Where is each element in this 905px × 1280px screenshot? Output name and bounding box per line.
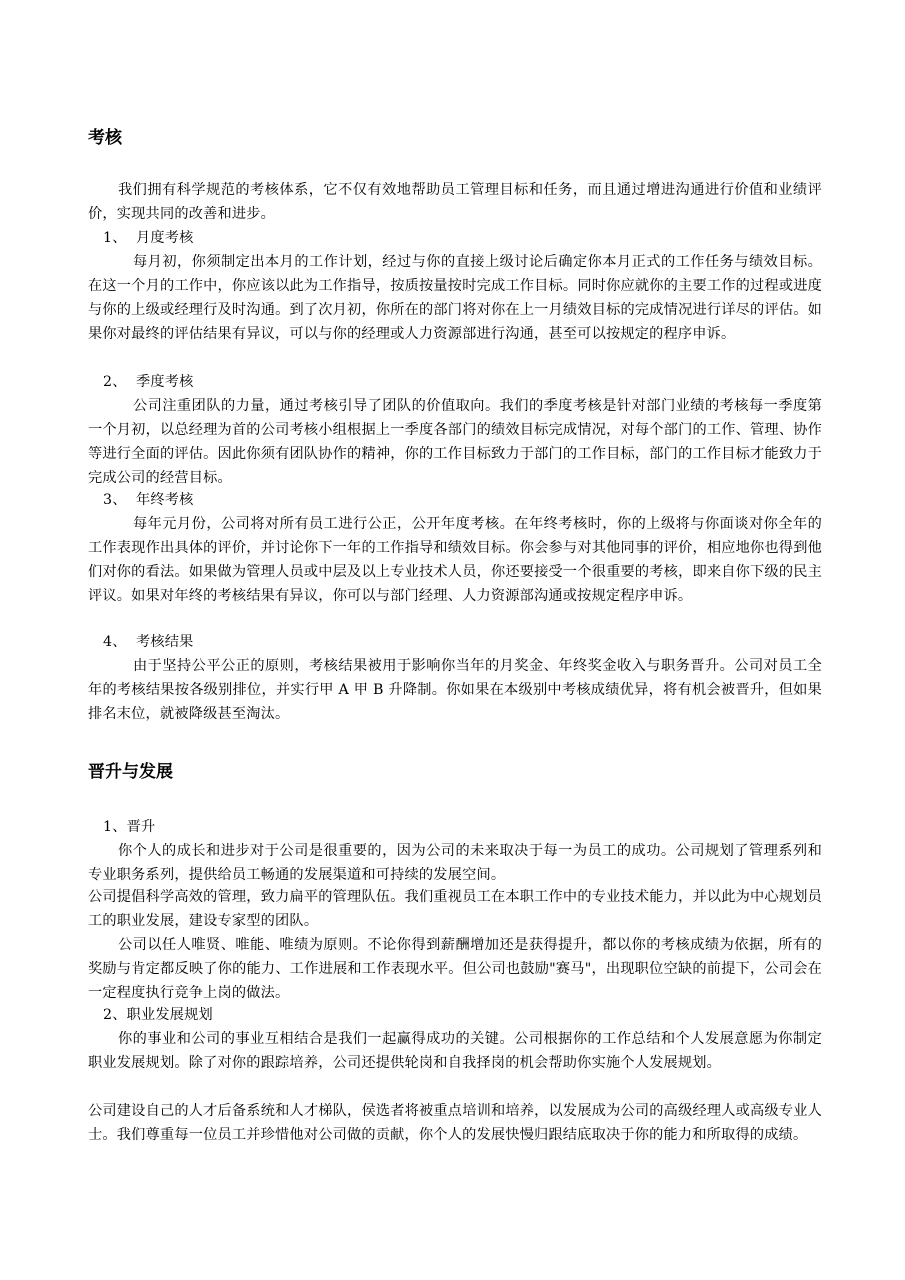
item-number: 2、 (103, 374, 127, 390)
assessment-item-annual-body: 每年元月份，公司将对所有员工进行公正，公开年度考核。在年终考核时，你的上级将与你面谈对你全年的工作表现作出具体的评价，并讨论你下一年的工作指导和绩效目标。你会参与对其他同事的评价，相应地你也得到他们对你的看法。如果做为管理人员或中层及以上专业技术人员，你还要接受一个很重要的考核，即来自你下级的民主评议。如果对年终的考核结果有异议，你可以与部门经理、人力资源部沟通或按规定程序申诉。 (88, 516, 822, 604)
item-heading: 考核结果 (136, 634, 194, 650)
item-number: 3、 (103, 492, 127, 508)
item-number: 1、 (103, 230, 127, 246)
item-heading: 月度考核 (136, 230, 194, 246)
item-heading: 季度考核 (136, 374, 194, 390)
item-number: 4、 (103, 634, 127, 650)
promotion-paragraph: 公司以任人唯贤、唯能、唯绩为原则。不论你得到薪酬增加还是获得提升，都以你的考核成绩为依据，所有的奖励与肯定都反映了你的能力、工作进展和工作表现水平。但公司也鼓励"赛马"，出现职位空缺的前提下，公司会在一定程度执行竞争上岗的做法。 (88, 937, 822, 1001)
section-title-assessment: 考核 (88, 128, 122, 148)
career-heading: 2、职业发展规划 (103, 1007, 213, 1023)
section-title-development: 晋升与发展 (88, 762, 173, 782)
assessment-item-quarterly-heading (103, 370, 194, 394)
career-paragraph: 公司建设自己的人才后备系统和人才梯队，侯选者将被重点培训和培养，以发展成为公司的高级经理人或高级专业人士。我们尊重每一位员工并珍惜他对公司做的贡献，你个人的发展快慢归跟结底取决于你的能力和所取得的成绩。 (88, 1103, 822, 1143)
promotion-heading: 1、晋升 (103, 819, 156, 835)
assessment-intro: 我们拥有科学规范的考核体系，它不仅有效地帮助员工管理目标和任务，而且通过增进沟通进行价值和业绩评价，实现共同的改善和进步。 (88, 182, 822, 222)
assessment-item-monthly-heading (103, 226, 194, 250)
assessment-item-annual-heading (103, 488, 194, 512)
assessment-item-monthly-body: 每月初，你须制定出本月的工作计划，经过与你的直接上级讨论后确定你本月正式的工作任务与绩效目标。在这一个月的工作中，你应该以此为工作指导，按质按量按时完成工作目标。同时你应就你的主要工作的过程或进度与你的上级或经理行及时沟通。到了次月初，你所在的部门将对你在上一月绩效目标的完成情况进行详尽的评估。如果你对最终的评估结果有异议，可以与你的经理或人力资源部进行沟通，甚至可以按规定的程序申诉。 (88, 254, 822, 342)
assessment-item-quarterly-body: 公司注重团队的力量，通过考核引导了团队的价值取向。我们的季度考核是针对部门业绩的考核每一季度第一个月初，以总经理为首的公司考核小组根据上一季度各部门的绩效目标完成情况，对每个部门的工作、管理、协作等进行全面的评估。因此你须有团队协作的精神，你的工作目标致力于部门的工作目标，部门的工作目标才能致力于完成公司的经营目标。 (88, 398, 822, 486)
promotion-paragraph: 你个人的成长和进步对于公司是很重要的，因为公司的未来取决于每一为员工的成功。公司规划了管理系列和专业职务系列，提供给员工畅通的发展渠道和可持续的发展空间。 (88, 843, 822, 883)
item-heading: 年终考核 (136, 492, 194, 508)
assessment-item-result-body: 由于坚持公平公正的原则，考核结果被用于影响你当年的月奖金、年终奖金收入与职务晋升。公司对员工全年的考核结果按各级别排位，并实行甲 A 甲 B 升降制。你如果在本级别中考核成绩优异，将有机会被晋升，但如果排名末位，就被降级甚至淘汰。 (88, 658, 822, 722)
promotion-paragraph: 公司提倡科学高效的管理，致力扁平的管理队伍。我们重视员工在本职工作中的专业技术能力，并以此为中心规划员工的职业发展，建设专家型的团队。 (88, 889, 822, 929)
assessment-item-result-heading (103, 630, 194, 654)
career-paragraph: 你的事业和公司的事业互相结合是我们一起赢得成功的关键。公司根据你的工作总结和个人发展意愿为你制定职业发展规划。除了对你的跟踪培养，公司还提供轮岗和自我择岗的机会帮助你实施个人发展规划。 (88, 1031, 822, 1071)
